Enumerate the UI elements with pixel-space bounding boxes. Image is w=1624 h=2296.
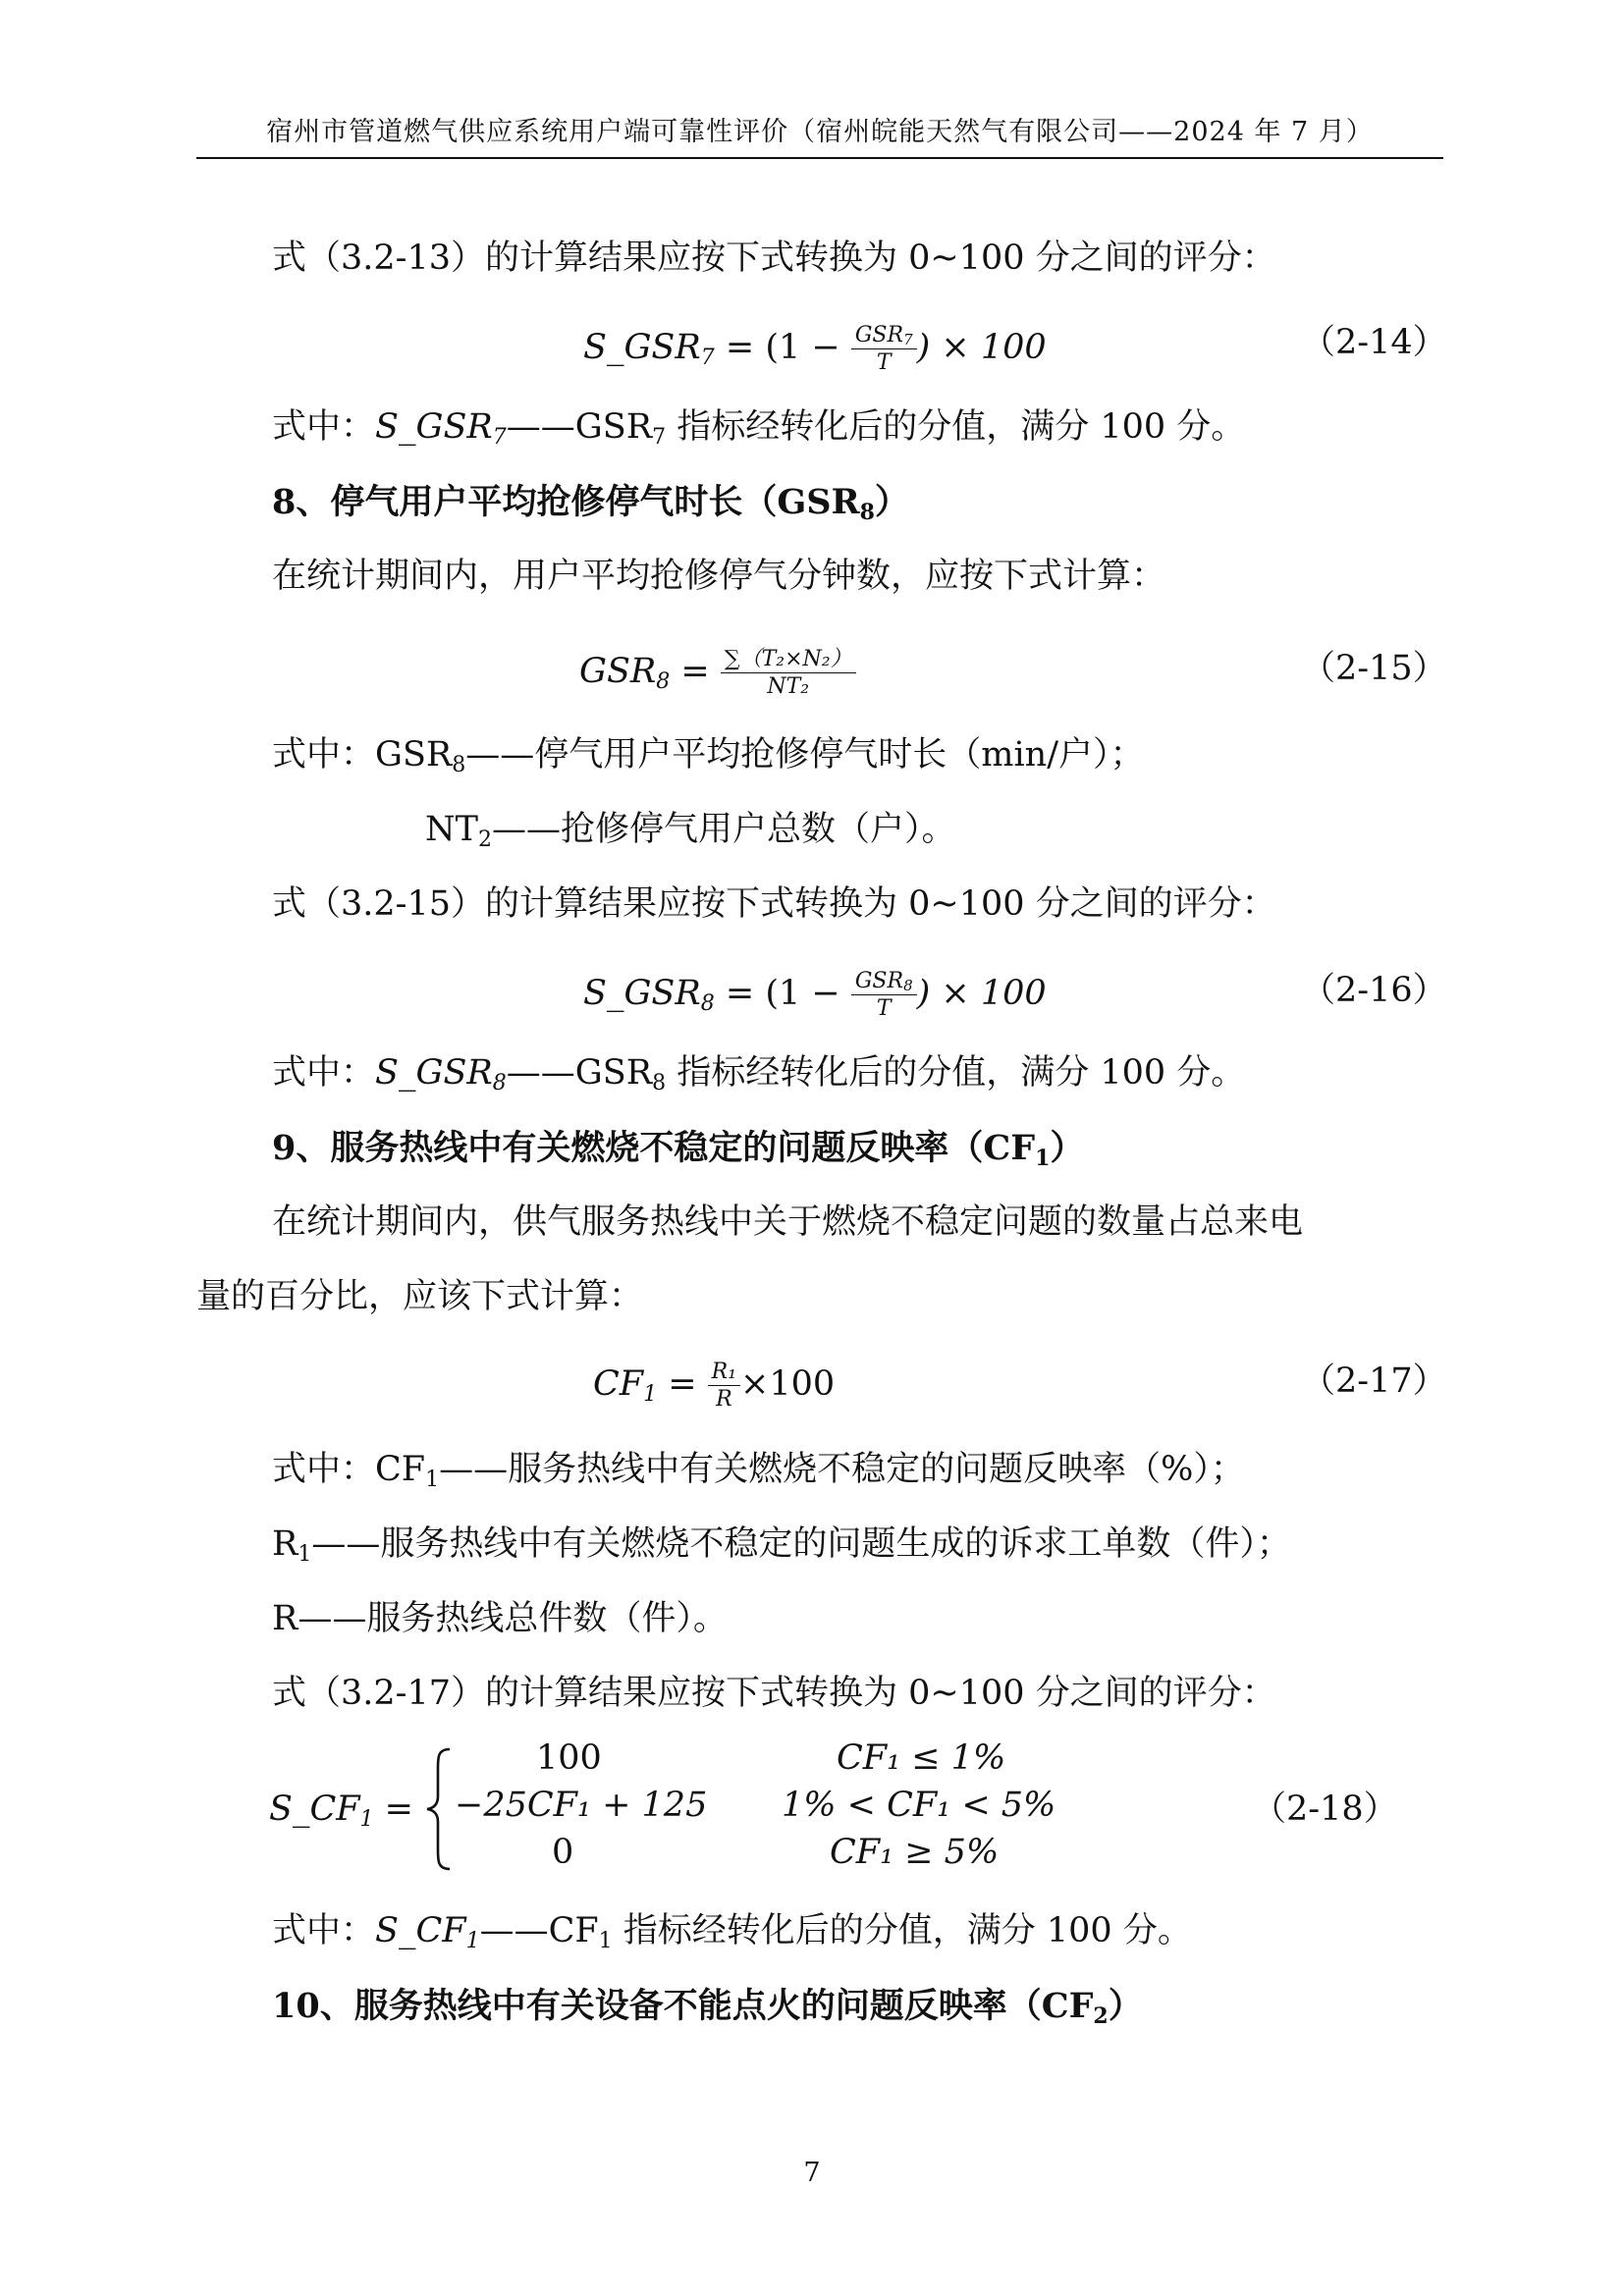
- heading-text: 9、服务热线中有关燃烧不稳定的问题反映率（CF: [272, 1128, 1036, 1168]
- text-span: 指标经转化后的分值，满分 100 分。: [666, 1053, 1246, 1093]
- text-line: [272, 407, 1246, 450]
- case-value: 0: [552, 1833, 574, 1872]
- text-span: ——GSR: [506, 1053, 653, 1093]
- symbol: S_GSR: [375, 407, 493, 447]
- text-line: [272, 735, 1145, 777]
- eq-sub: 1: [643, 1382, 658, 1408]
- heading-sub: 1: [1035, 1146, 1051, 1171]
- text-line: 式（3.2-13）的计算结果应按下式转换为 0~100 分之间的评分：: [272, 239, 1276, 278]
- text-line: [425, 810, 956, 852]
- case-condition: CF₁ ≤ 1%: [837, 1738, 1006, 1778]
- text-span: 式中：CF: [272, 1450, 426, 1489]
- page-number: 7: [803, 2158, 821, 2188]
- text-span: ——CF: [479, 1911, 599, 1950]
- section-heading-9: [272, 1128, 1085, 1171]
- text-span: R: [272, 1524, 298, 1564]
- equation-2-14: [583, 324, 1047, 374]
- text-span: ——服务热线中有关燃烧不稳定的问题反映率（%）；: [439, 1450, 1245, 1489]
- equation-number: （2-16）: [1301, 971, 1447, 1010]
- eq-mid: = (1 −: [714, 974, 851, 1014]
- text-line: [272, 1911, 1192, 1953]
- frac-den: R: [716, 1387, 732, 1413]
- eq-lhs: S_CF: [269, 1789, 360, 1829]
- eq-lhs: GSR: [579, 652, 657, 692]
- eq-fraction: [721, 648, 856, 698]
- symbol-sub: 8: [492, 1071, 507, 1095]
- heading-sub: 2: [1093, 2003, 1109, 2029]
- eq-lhs: CF: [593, 1364, 644, 1405]
- equation-2-15: [579, 648, 856, 698]
- text-line: 在统计期间内，供气服务热线中关于燃烧不稳定问题的数量占总来电: [272, 1202, 1304, 1242]
- frac-num-sub: 8: [903, 977, 913, 994]
- frac-num-sub: 7: [903, 331, 913, 348]
- frac-num: R₁: [708, 1361, 740, 1386]
- heading-text: 8、停气用户平均抢修停气时长（GSR: [272, 482, 860, 522]
- symbol: S_CF: [375, 1911, 466, 1950]
- heading-end: ）: [874, 482, 909, 522]
- eq-lhs: S_GSR: [583, 328, 701, 368]
- text-span: ——服务热线中有关燃烧不稳定的问题生成的诉求工单数（件）；: [311, 1524, 1291, 1564]
- text-span: 式中：: [272, 1911, 376, 1950]
- frac-num: ∑（T₂×N₂）: [721, 648, 856, 673]
- eq-tail: ) × 100: [916, 328, 1047, 368]
- eq-mid: = (1 −: [714, 328, 851, 368]
- frac-num: GSR: [854, 323, 904, 347]
- text-line: [272, 1053, 1246, 1095]
- symbol-sub: 8: [452, 753, 466, 777]
- text-span: 指标经转化后的分值，满分 100 分。: [666, 407, 1246, 447]
- equation-number: （2-15）: [1301, 649, 1447, 688]
- eq-mid: =: [657, 1364, 708, 1405]
- equation-2-18-lhs: [269, 1789, 413, 1832]
- header-rule: [196, 157, 1443, 159]
- frac-num: GSR: [854, 969, 904, 993]
- eq-sub: 8: [656, 669, 671, 695]
- symbol-sub: 7: [492, 425, 507, 450]
- frac-den: NT₂: [767, 674, 810, 700]
- text-line: 式（3.2-15）的计算结果应按下式转换为 0~100 分之间的评分：: [272, 884, 1276, 924]
- eq-mid: =: [670, 652, 721, 692]
- symbol-sub: 8: [652, 1071, 667, 1095]
- heading-text: 10、服务热线中有关设备不能点火的问题反映率（CF: [272, 1986, 1094, 2026]
- eq-fraction: [708, 1361, 740, 1411]
- frac-den: T: [876, 350, 892, 376]
- eq-lhs: S_GSR: [583, 974, 701, 1014]
- symbol-sub: 7: [652, 425, 667, 450]
- text-span: ——抢修停气用户总数（户）。: [491, 810, 956, 849]
- heading-end: ）: [1050, 1128, 1085, 1168]
- text-line: 式（3.2-17）的计算结果应按下式转换为 0~100 分之间的评分：: [272, 1674, 1276, 1713]
- running-header: 宿州市管道燃气供应系统用户端可靠性评价（宿州皖能天然气有限公司——2024 年 7 月）: [266, 117, 1374, 147]
- equation-2-16: [583, 970, 1047, 1020]
- equation-number: （2-17）: [1301, 1362, 1447, 1401]
- equation-number: （2-14）: [1301, 323, 1447, 362]
- text-line: 在统计期间内，用户平均抢修停气分钟数，应按下式计算：: [272, 557, 1166, 596]
- eq-sub: 1: [359, 1807, 374, 1832]
- symbol-sub: 2: [477, 828, 492, 852]
- symbol: S_GSR: [375, 1053, 493, 1093]
- symbol-sub: 1: [465, 1929, 480, 1953]
- heading-sub: 8: [859, 500, 875, 525]
- left-brace: [424, 1747, 454, 1871]
- eq-sub: 8: [700, 991, 715, 1017]
- eq-fraction: [851, 324, 917, 374]
- case-value: 100: [536, 1738, 602, 1778]
- section-heading-10: [272, 1986, 1143, 2029]
- eq-fraction: [851, 970, 917, 1020]
- equation-number: （2-18）: [1252, 1789, 1398, 1829]
- text-span: 式中：: [272, 407, 376, 447]
- text-span: ——停气用户平均抢修停气时长（min/户）；: [465, 735, 1145, 774]
- text-line: 量的百分比，应该下式计算：: [196, 1277, 644, 1316]
- symbol-sub: 1: [425, 1468, 440, 1492]
- case-condition: CF₁ ≥ 5%: [830, 1833, 1000, 1872]
- text-line: R——服务热线总件数（件）。: [272, 1599, 728, 1638]
- symbol-sub: 1: [298, 1542, 312, 1567]
- case-value: −25CF₁ + 125: [455, 1786, 708, 1825]
- heading-end: ）: [1108, 1986, 1143, 2026]
- symbol-sub: 1: [598, 1929, 613, 1953]
- case-condition: 1% < CF₁ < 5%: [782, 1786, 1056, 1825]
- text-span: 式中：: [272, 1053, 376, 1093]
- equation-2-17: [593, 1361, 835, 1411]
- text-line: [272, 1524, 1291, 1567]
- eq-mid: =: [373, 1789, 413, 1829]
- text-span: NT: [425, 810, 478, 849]
- section-heading-8: [272, 482, 909, 525]
- text-span: ——GSR: [506, 407, 653, 447]
- eq-tail: ×100: [740, 1364, 836, 1405]
- text-span: 指标经转化后的分值，满分 100 分。: [612, 1911, 1192, 1950]
- frac-den: T: [876, 996, 892, 1022]
- eq-tail: ) × 100: [916, 974, 1047, 1014]
- text-span: 式中：GSR: [272, 735, 453, 774]
- text-line: [272, 1450, 1245, 1492]
- eq-sub: 7: [700, 346, 715, 371]
